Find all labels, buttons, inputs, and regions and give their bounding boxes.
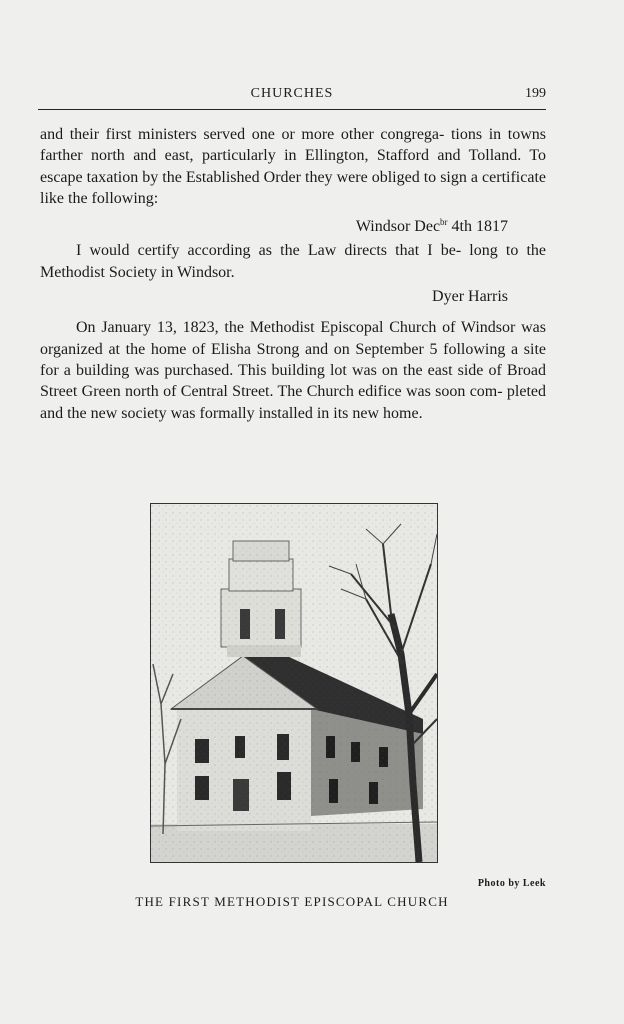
certificate-signature: Dyer Harris [432,288,508,306]
page-number: 199 [525,86,546,101]
certificate-superscript: br [440,217,448,228]
church-photograph [150,503,438,863]
body-text [40,124,546,424]
running-title: CHURCHES [250,86,334,101]
header-rule [38,109,546,110]
photo-caption: THE FIRST METHODIST EPISCOPAL CHURCH [135,894,449,909]
certificate-date: 4th 1817 [447,218,508,236]
paragraph-1: and their first ministers served one or more other congrega- tions in towns farther north and east, particularly in Ellington, Stafford and Tolland. To escape taxation by the Established Order they were obliged to sign a certificate like the following: [40,126,546,207]
running-head [38,86,546,108]
photo-credit: Photo by Leek [477,878,546,889]
paragraph-2: On January 13, 1823, the Methodist Episcopal Church of Windsor was organized at the home of Elisha Strong and on September 5 following a site for a building was purchased. This building lot was on the east side of Broad Street Green north of Central Street. The Church edifice was soon com- pleted and the new society was formally installed in its new home. [40,319,546,422]
certificate-text: I would certify according as the Law directs that I be- long to the Methodist Society in Windsor. [40,242,546,281]
certificate-place: Windsor Dec [355,218,441,236]
certificate-date-line [40,212,546,237]
